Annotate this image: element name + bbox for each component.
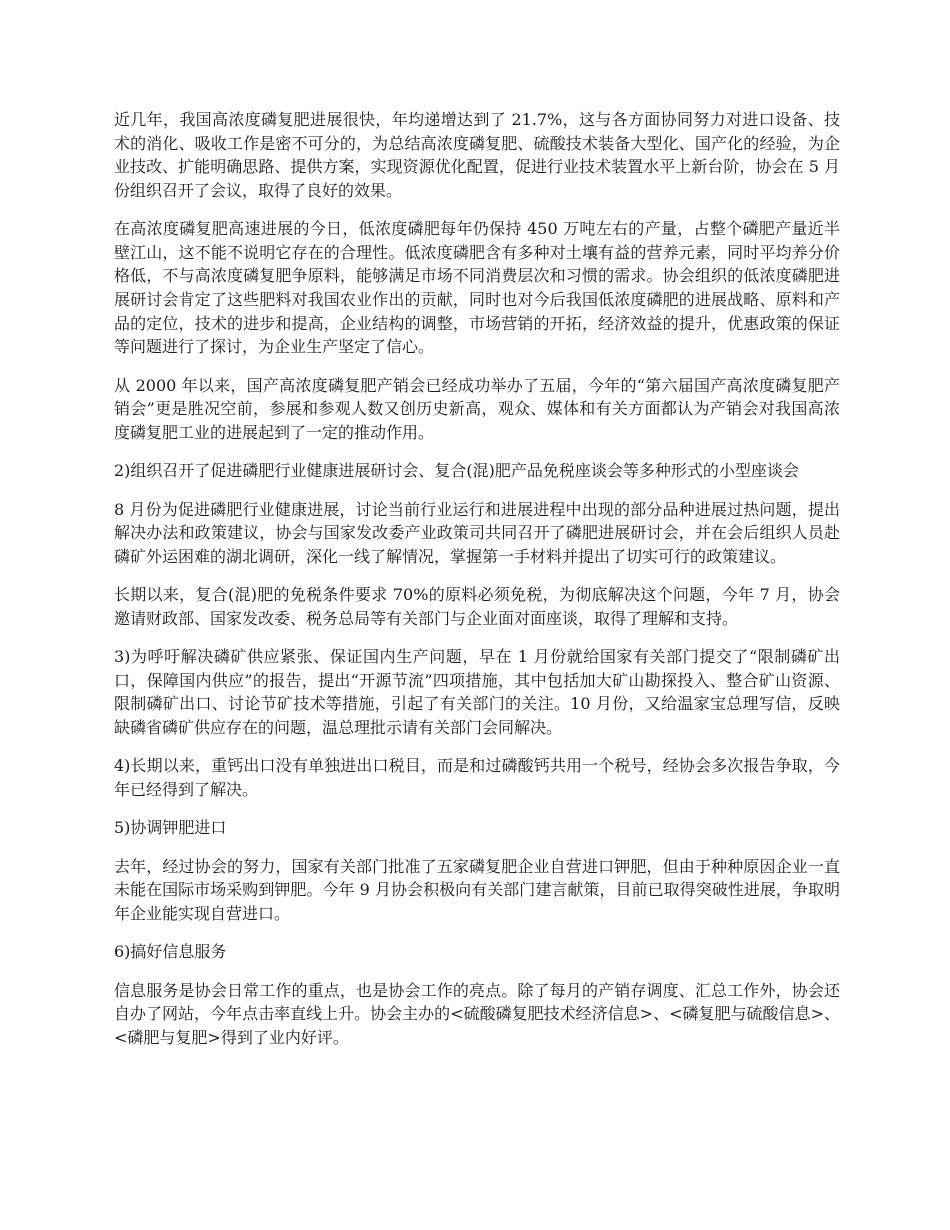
section-heading-2: 2)组织召开了促进磷肥行业健康进展研讨会、复合(混)肥产品免税座谈会等多种形式的小型座谈会 [114, 461, 799, 481]
section-item-3: 3)为呼吁解决磷矿供应紧张、保证国内生产问题，早在 1 月份就给国家有关部门提交了“限制磷矿出口，保障国内供应”的报告，提出“开源节流”四项措施，其中包括加大矿山勘探投入、整合矿山资源、限制磷矿出口、讨论节矿技术等措施，引起了有关部门的关注。10 月份，又给温家宝总理写信，反映缺磷省磷矿供应存在的问题，温总理批示请有关部门会同解决。 [114, 647, 840, 737]
paragraph-10: 去年，经过协会的努力，国家有关部门批准了五家磷复肥企业自营进口钾肥，但由于种种原因企业一直未能在国际市场采购到钾肥。今年 9 月协会积极向有关部门建言献策，目前已取得突破性进展，争取明年企业能实现自营进口。 [114, 856, 840, 923]
section-item-4: 4)长期以来，重钙出口没有单独进出口税目，而是和过磷酸钙共用一个税号，经协会多次报告争取，今年已经得到了解决。 [114, 756, 840, 799]
section-heading-6: 6)搞好信息服务 [114, 942, 227, 962]
paragraph-5: 8 月份为促进磷肥行业健康进展，讨论当前行业运行和进展进程中出现的部分品种进展过热问题，提出解决办法和政策建议，协会与国家发改委产业政策司共同召开了磷肥进展研讨会，并在会后组织人员赴磷矿外运困难的湖北调研，深化一线了解情况，掌握第一手材料并提出了切实可行的政策建议。 [114, 499, 840, 566]
paragraph-6: 长期以来，复合(混)肥的免税条件要求 70%的原料必须免税，为彻底解决这个问题，今年 7 月，协会邀请财政部、国家发改委、税务总局等有关部门与企业面对面座谈，取得了理解和支持。 [114, 585, 840, 628]
document-body [114, 108, 840, 1064]
paragraph-2: 在高浓度磷复肥高速进展的今日，低浓度磷肥每年仍保持 450 万吨左右的产量，占整个磷肥产量近半壁江山，这不能不说明它存在的合理性。低浓度磷肥含有多种对土壤有益的营养元素，同时平均养分价格低，不与高浓度磷复肥争原料，能够满足市场不同消费层次和习惯的需求。协会组织的低浓度磷肥进展研讨会肯定了这些肥料对我国农业作出的贡献，同时也对今后我国低浓度磷肥的进展战略、原料和产品的定位，技术的进步和提高，企业结构的调整，市场营销的开拓，经济效益的提升，优惠政策的保证等问题进行了探讨，为企业生产坚定了信心。 [114, 219, 840, 357]
paragraph-1: 近几年，我国高浓度磷复肥进展很快，年均递增达到了 21.7%，这与各方面协同努力对进口设备、技术的消化、吸收工作是密不可分的，为总结高浓度磷复肥、硫酸技术装备大型化、国产化的经验，为企业技改、扩能明确思路、提供方案，实现资源优化配置，促进行业技术装置水平上新台阶，协会在 5 月份组织召开了会议，取得了良好的效果。 [114, 110, 840, 200]
section-heading-5: 5)协调钾肥进口 [114, 818, 227, 838]
paragraph-3: 从 2000 年以来，国产高浓度磷复肥产销会已经成功举办了五届，今年的“第六届国产高浓度磷复肥产销会”更是胜况空前，参展和参观人数又创历史新高，观众、媒体和有关方面都认为产销会对我国高浓度磷复肥工业的进展起到了一定的推动作用。 [114, 375, 840, 442]
paragraph-12: 信息服务是协会日常工作的重点，也是协会工作的亮点。除了每月的产销存调度、汇总工作外，协会还自办了网站，今年点击率直线上升。协会主办的<硫酸磷复肥技术经济信息>、<磷复肥与硫酸信息>、<磷肥与复肥>得到了业内好评。 [114, 980, 840, 1047]
